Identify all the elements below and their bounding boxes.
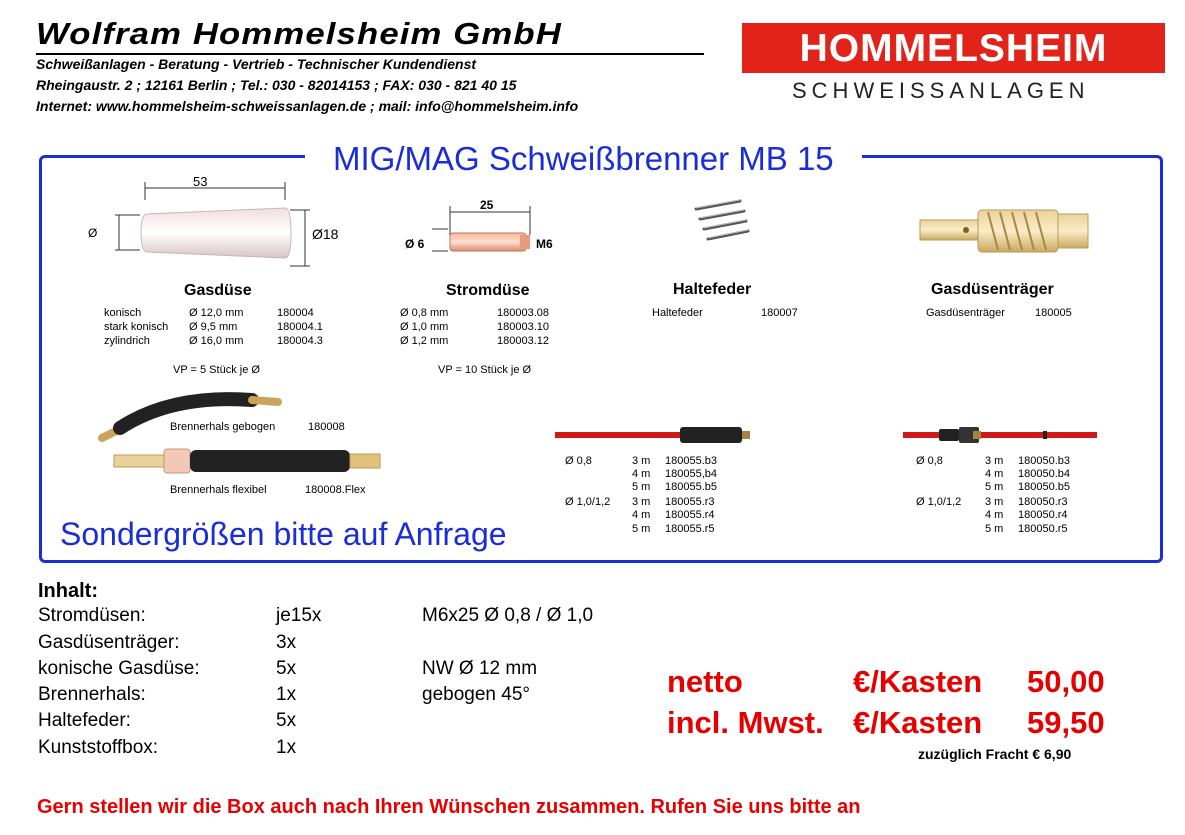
brennerhals-gebogen-name: Brennerhals gebogen [170,421,276,433]
brennerhals-gebogen-code: 180008 [308,421,345,433]
price-netto-label: netto [667,664,743,699]
liner2-row-code: 180050.b5 [1018,481,1070,493]
liner1-row-code: 180055.b5 [665,481,717,493]
price-brutto-value: 59,50 [1027,705,1105,740]
liner2-row-code: 180050.b4 [1018,468,1070,480]
liner1-row-len: 4 m [632,468,651,480]
contents-item: Haltefeder: [38,710,131,731]
stromduese-row-code: 180003.10 [497,321,549,333]
liner2-row-len: 5 m [985,481,1004,493]
liner1-row-d: Ø 0,8 [565,455,592,467]
liner2-row-len: 3 m [985,496,1004,508]
liner2-row-code: 180050.b3 [1018,455,1070,467]
brennerhals-flexibel-image [112,444,384,478]
catalog-title: MIG/MAG Schweißbrenner MB 15 [305,140,862,178]
footer-note: Gern stellen wir die Box auch nach Ihren Wünschen zusammen. Rufen Sie uns bitte an [37,796,861,818]
liner1-row-code: 180055.r4 [665,509,715,521]
contents-item: Brennerhals: [38,684,146,705]
price-brutto-label: incl. Mwst. [667,705,824,740]
gasduese-row-size: Ø 9,5 mm [189,321,238,333]
liner1-row-code: 180055,b4 [665,468,717,480]
liner1-row-len: 5 m [632,481,651,493]
haltefeder-name: Haltefeder [652,307,703,319]
contents-qty: 5x [276,658,297,679]
liner1-row-code: 180055.r3 [665,496,715,508]
stromduese-row-size: Ø 0,8 mm [400,307,449,319]
liner1-row-code: 180055.r5 [665,523,715,535]
gasduese-image [85,170,355,270]
gasduese-row-size: Ø 12,0 mm [189,307,244,319]
contents-qty: je15x [276,605,322,626]
contents-note: NW Ø 12 mm [422,658,538,679]
gasduese-dim-left: Ø [88,226,98,240]
logo-subtitle: SCHWEISSANLAGEN [792,78,1090,103]
gasduese-row-code: 180004.1 [277,321,323,333]
liner2-row-d: Ø 0,8 [916,455,943,467]
gasduesentraeger-name: Gasdüsenträger [926,307,1005,319]
liner2-row-len: 5 m [985,523,1004,535]
gasduese-dim-right: Ø18 [312,226,339,242]
stromduese-dim-length: 25 [480,198,494,212]
liner2-row-code: 180050.r4 [1018,509,1068,521]
price-netto-value: 50,00 [1027,664,1105,699]
liner2-row-code: 180050.r5 [1018,523,1068,535]
contents-qty: 3x [276,632,297,653]
liner1-image [555,424,755,446]
gasduese-row-code: 180004 [277,307,314,319]
contents-qty: 5x [276,710,297,731]
contents-item: Gasdüsenträger: [38,632,180,653]
stromduese-dim-left: Ø 6 [405,237,425,251]
liner1-row-d: Ø 1,0/1,2 [565,496,611,508]
liner2-row-d: Ø 1,0/1,2 [916,496,962,508]
brennerhals-flexibel-code: 180008.Flex [305,484,366,496]
gasduese-row-name: zylindrich [104,335,150,347]
gasduese-dim-length: 53 [193,174,208,189]
gasduese-heading: Gasdüse [184,282,252,299]
contents-note: M6x25 Ø 0,8 / Ø 1,0 [422,605,594,626]
contents-note: gebogen 45° [422,684,530,705]
gasduese-row-name: stark konisch [104,321,169,333]
shipping-note: zuzüglich Fracht € 6,90 [918,746,1072,762]
haltefeder-code: 180007 [761,307,798,319]
contents-item: konische Gasdüse: [38,658,200,679]
contents-qty: 1x [276,737,297,758]
liner1-row-len: 3 m [632,455,651,467]
header-divider [36,53,704,55]
liner2-row-len: 4 m [985,468,1004,480]
company-name: Wolfram Hommelsheim GmbH [36,16,562,51]
contents-qty: 1x [276,684,297,705]
gasduese-row-name: konisch [104,307,142,319]
liner2-row-len: 3 m [985,455,1004,467]
special-sizes-note: Sondergrößen bitte auf Anfrage [60,516,507,552]
company-internet: Internet: www.hommelsheim-schweissanlagen.de ; mail: info@hommelsheim.info [36,98,579,114]
logo-text: HOMMELSHEIM [799,27,1108,70]
liner1-row-len: 4 m [632,509,651,521]
price-brutto-unit: €/Kasten [853,705,983,740]
gasduesentraeger-heading: Gasdüsenträger [931,281,1054,298]
haltefeder-image [688,195,758,255]
haltefeder-heading: Haltefeder [673,281,752,298]
stromduese-row-code: 180003.12 [497,335,549,347]
contents-item: Kunststoffbox: [38,737,159,758]
price-netto-unit: €/Kasten [853,664,983,699]
stromduese-row-size: Ø 1,2 mm [400,335,449,347]
liner1-row-code: 180055.b3 [665,455,717,467]
liner1-row-len: 5 m [632,523,651,535]
stromduese-row-size: Ø 1,0 mm [400,321,449,333]
brennerhals-gebogen-image [92,378,292,448]
gasduese-row-size: Ø 16,0 mm [189,335,244,347]
company-tagline: Schweißanlagen - Beratung - Vertrieb - Technischer Kundendienst [36,56,477,72]
gasduese-row-code: 180004.3 [277,335,323,347]
contents-item: Stromdüsen: [38,605,146,626]
stromduese-dim-right: M6 [536,237,553,251]
stromduese-heading: Stromdüse [446,282,530,299]
stromduese-row-code: 180003.08 [497,307,549,319]
gasduese-vp: VP = 5 Stück je Ø [173,364,260,376]
liner1-row-len: 3 m [632,496,651,508]
liner2-image [903,424,1099,446]
stromduese-vp: VP = 10 Stück je Ø [438,364,532,376]
gasduesentraeger-code: 180005 [1035,307,1072,319]
liner2-row-code: 180050.r3 [1018,496,1068,508]
contents-title: Inhalt: [38,580,98,602]
liner2-row-len: 4 m [985,509,1004,521]
company-address: Rheingaustr. 2 ; 12161 Berlin ; Tel.: 030 - 82014153 ; FAX: 030 - 821 40 15 [36,77,517,93]
gasduesentraeger-image [918,208,1090,254]
brennerhals-flexibel-name: Brennerhals flexibel [170,484,267,496]
